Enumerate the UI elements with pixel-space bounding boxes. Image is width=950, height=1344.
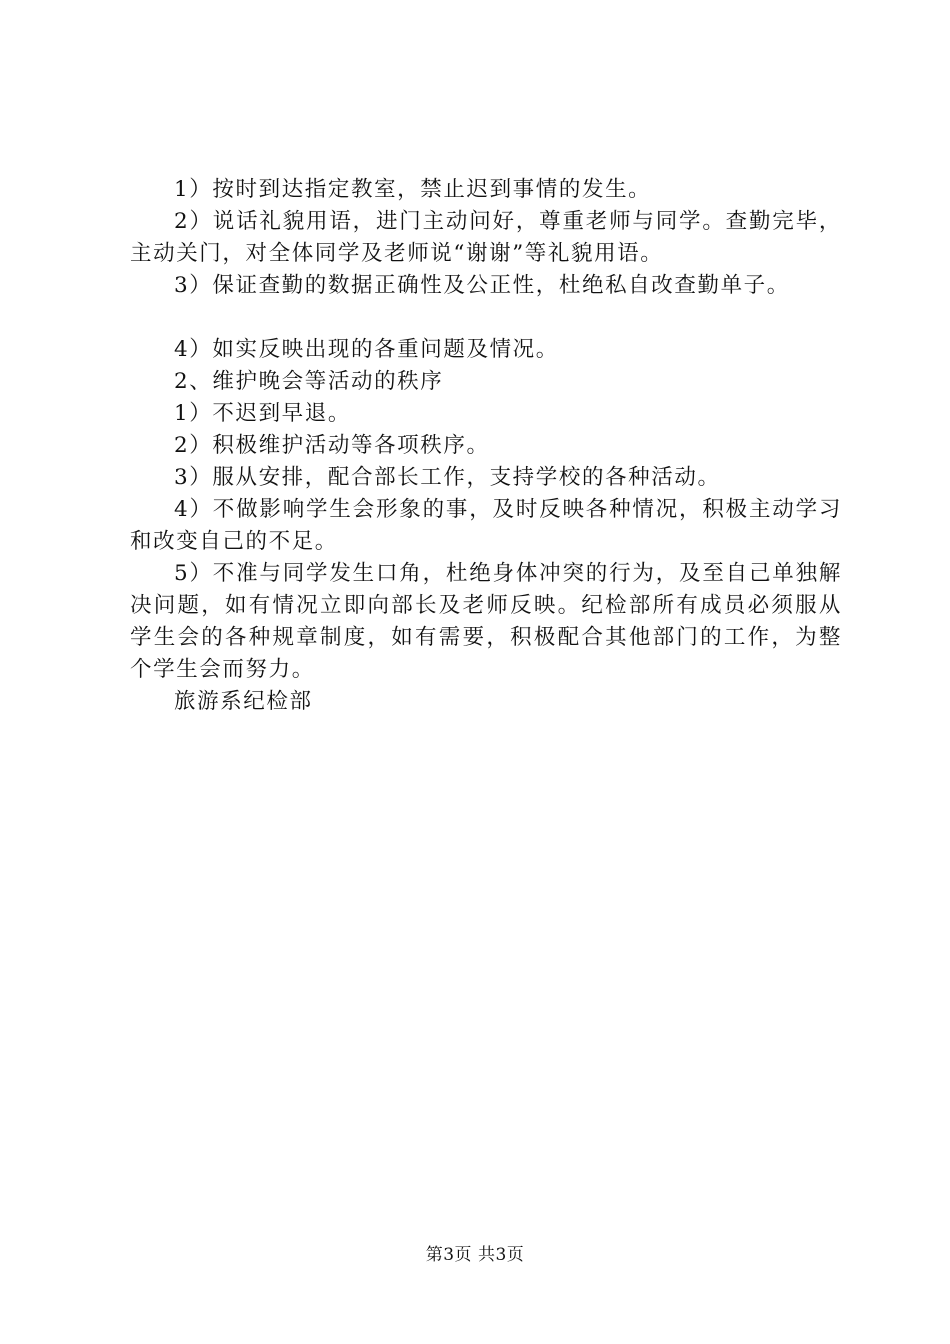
signature-department: 旅游系纪检部 xyxy=(174,689,313,714)
paragraph-item-5: 1）不迟到早退。 xyxy=(174,401,351,426)
paragraph-item-8: 4）不做影响学生会形象的事，及时反映各种情况，积极主动学习和改变自己的不足。 xyxy=(130,497,842,554)
paragraph-item-4: 4）如实反映出现的各重问题及情况。 xyxy=(174,337,559,362)
paragraph-item-6: 2）积极维护活动等各项秩序。 xyxy=(174,433,490,458)
paragraph-spacer xyxy=(130,302,842,334)
document-body xyxy=(130,174,842,718)
paragraph-item-9: 5）不准与同学发生口角，杜绝身体冲突的行为，及至自己单独解决问题，如有情况立即向部长及老师反映。纪检部所有成员必须服从学生会的各种规章制度，如有需要，积极配合其他部门的工作，为整个学生会而努力。 xyxy=(130,561,842,682)
paragraph-item-1: 1）按时到达指定教室，禁止迟到事情的发生。 xyxy=(174,177,652,202)
paragraph-item-7: 3）服从安排，配合部长工作，支持学校的各种活动。 xyxy=(174,465,721,490)
section-heading: 2、维护晚会等活动的秩序 xyxy=(174,369,444,394)
page-footer: 第3页 共3页 xyxy=(425,1245,525,1265)
paragraph-item-3: 3）保证查勤的数据正确性及公正性，杜绝私自改查勤单子。 xyxy=(174,273,790,298)
paragraph-item-2: 2）说话礼貌用语，进门主动问好，尊重老师与同学。查勤完毕，主动关门，对全体同学及老师说“谢谢”等礼貌用语。 xyxy=(130,209,842,266)
